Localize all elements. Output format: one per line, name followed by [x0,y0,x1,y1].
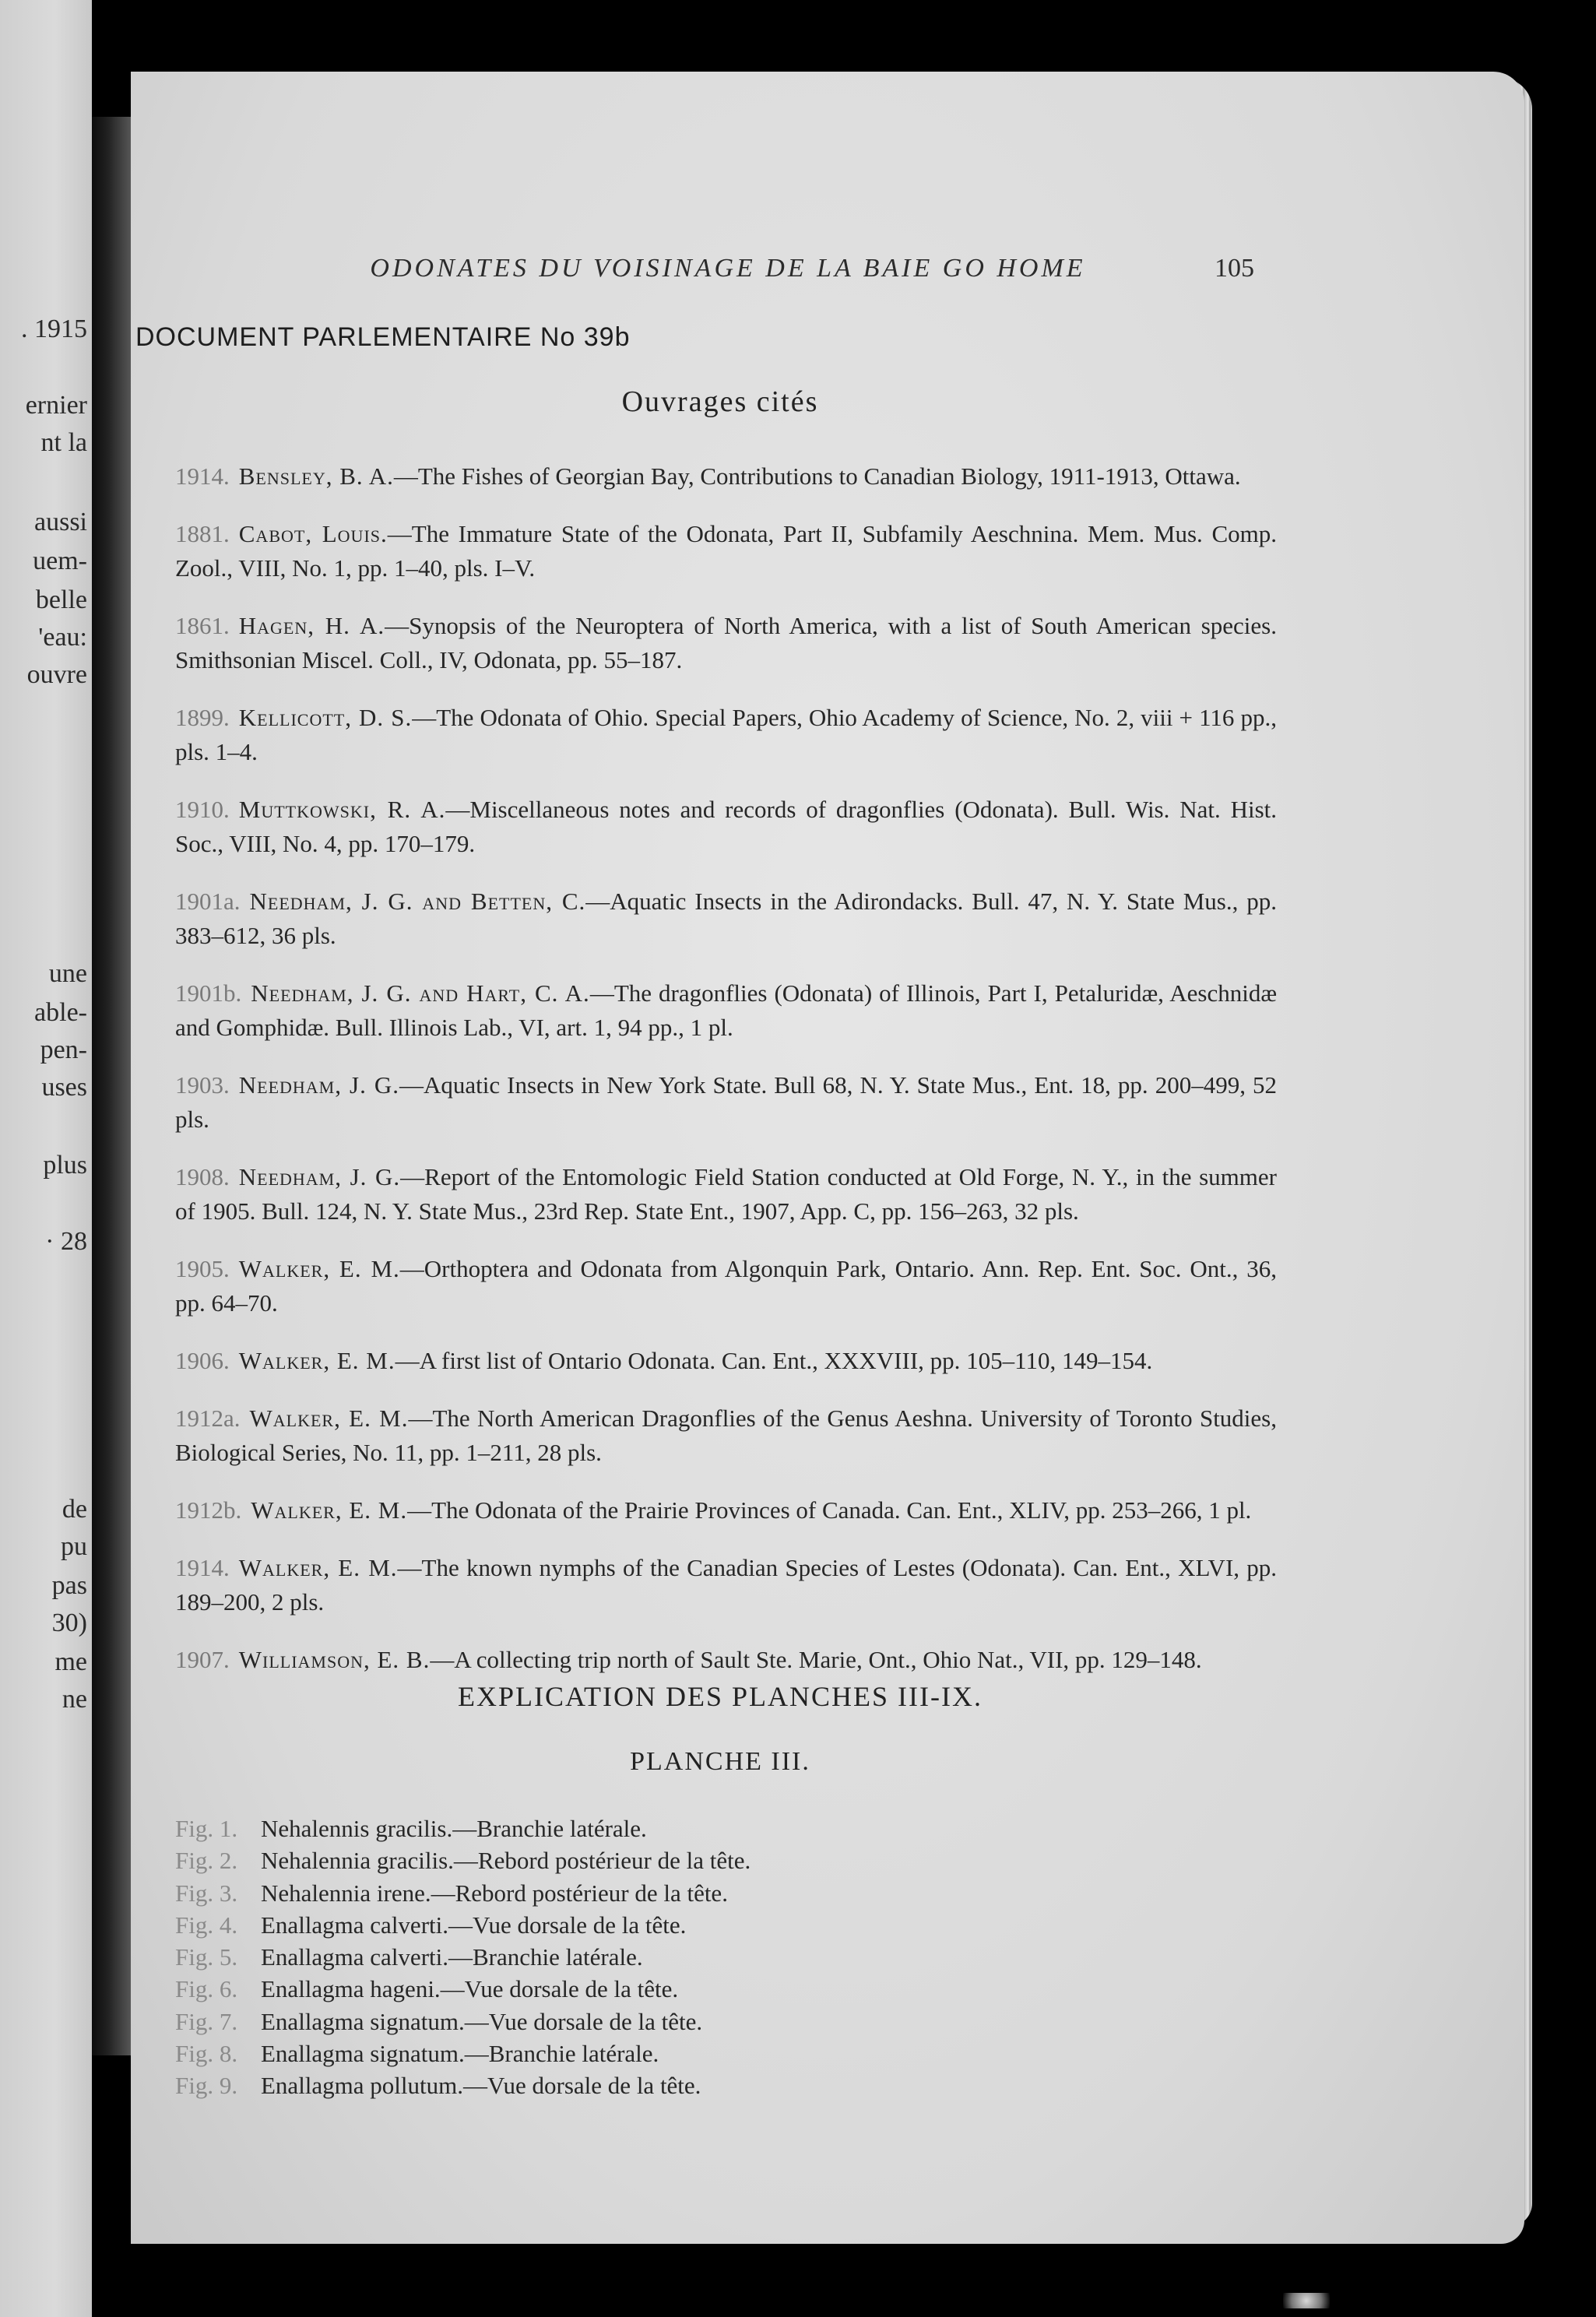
figure-number: Fig. 1. [175,1815,238,1842]
figure-text: Enallagma calverti.—Vue dorsale de la tête. [261,1911,687,1939]
left-page-text: pas [51,1571,87,1600]
figure-text: Enallagma signatum.—Vue dorsale de la tête. [261,2007,703,2035]
left-page-text: able- [34,998,87,1027]
plates-explanation-heading: EXPLICATION DES PLANCHES III-IX. [458,1681,983,1712]
figure-caption [175,2037,1109,2069]
reference-year: 1912a. [175,1405,241,1432]
left-page-text: plus [43,1151,87,1180]
reference-entry [175,793,1277,861]
reference-year: 1908. [175,1163,230,1190]
figure-caption [175,1973,1109,2005]
reference-text: —A first list of Ontario Odonata. Can. Ent., XXXVIII, pp. 105–110, 149–154. [395,1347,1153,1374]
left-page-text: · 28 [45,1227,87,1256]
figure-caption [175,1941,1109,1973]
left-page-text: me [54,1647,87,1676]
reference-year: 1881. [175,520,230,547]
reference-text: —The Odonata of Ohio. Special Papers, Ohio Academy of Science, No. 2, viii + 116 pp., pls. 1–4. [175,704,1277,765]
reference-entry [175,976,1277,1045]
figure-text: Enallagma signatum.—Branchie latérale. [261,2040,659,2068]
reference-year: 1906. [175,1347,230,1374]
running-header: ODONATES DU VOISINAGE DE LA BAIE GO HOME [370,254,1086,283]
reference-year: 1905. [175,1255,230,1282]
reference-entry [175,1643,1277,1677]
figure-caption [175,1909,1109,1941]
reference-entry [175,459,1277,494]
left-page-text: ne [62,1685,87,1714]
left-page-text: 'eau: [38,623,87,652]
figure-text: Nehalennia gracilis.—Rebord postérieur de la tête. [261,1847,751,1875]
reference-author: Needham, J. G. [238,1163,401,1190]
figure-caption [175,1812,1109,1844]
figure-captions [175,1812,1109,2102]
reference-text: —Aquatic Insects in the Adirondacks. Bull. 47, N. Y. State Mus., pp. 383–612, 36 pls. [175,888,1277,949]
reference-author: Muttkowski, R. A. [238,796,446,823]
figure-number: Fig. 9. [175,2072,238,2100]
reference-author: Bensley, B. A. [238,462,394,490]
reference-year: 1903. [175,1071,230,1099]
reference-text: —The dragonflies (Odonata) of Illinois, Part I, Petaluridæ, Aeschnidæ and Gomphidæ. Bull. Illinois Lab., VI, art. 1, 94 pp., 1 pl. [175,979,1277,1041]
left-page-text: aussi [34,508,87,536]
scan-artifact [1283,2293,1330,2308]
reference-year: 1901a. [175,888,241,915]
reference-entry [175,884,1277,953]
document-stamp: DOCUMENT PARLEMENTAIRE No 39b [135,322,631,352]
reference-text: —A collecting trip north of Sault Ste. Marie, Ont., Ohio Nat., VII, pp. 129–148. [430,1646,1202,1673]
reference-author: Kellicott, D. S. [238,704,413,731]
reference-entry [175,701,1277,769]
left-page-text: 30) [51,1609,87,1637]
reference-author: Needham, J. G. and Betten, C. [249,888,586,915]
figure-number: Fig. 5. [175,1943,238,1971]
reference-text: —The North American Dragonflies of the Genus Aeshna. University of Toronto Studies, Biological Series, No. 11, pp. 1–211, 28 pls. [175,1405,1277,1466]
left-page-text: uem- [33,547,87,575]
left-page-fragment [0,0,92,2317]
reference-year: 1914. [175,1554,230,1581]
reference-text: —Miscellaneous notes and records of dragonflies (Odonata). Bull. Wis. Nat. Hist. Soc., VIII, No. 4, pp. 170–179. [175,796,1277,857]
figure-caption [175,1877,1109,1909]
left-page-text: pen- [40,1035,87,1064]
reference-year: 1912b. [175,1496,242,1524]
reference-text: —The Fishes of Georgian Bay, Contributions to Canadian Biology, 1911-1913, Ottawa. [393,462,1241,490]
figure-number: Fig. 8. [175,2040,238,2068]
references-list [175,459,1277,1700]
figure-text: Enallagma pollutum.—Vue dorsale de la tête. [261,2072,701,2100]
left-page-text: ernier [25,391,87,420]
reference-year: 1861. [175,612,230,639]
left-page-text: nt la [40,428,87,457]
plate-heading: PLANCHE III. [630,1747,810,1776]
reference-entry [175,1344,1277,1378]
reference-entry [175,1401,1277,1470]
figure-caption [175,2069,1109,2101]
figure-caption [175,2006,1109,2037]
left-page-text: uses [41,1073,87,1102]
reference-text: —Aquatic Insects in New York State. Bull 68, N. Y. State Mus., Ent. 18, pp. 200–499, 52 pls. [175,1071,1277,1133]
reference-entry [175,1493,1277,1528]
reference-entry [175,517,1277,585]
reference-author: Walker, E. M. [249,1405,409,1432]
figure-number: Fig. 6. [175,1975,238,2003]
figure-number: Fig. 7. [175,2007,238,2035]
reference-text: —The Immature State of the Odonata, Part II, Subfamily Aeschnina. Mem. Mus. Comp. Zool., VIII, No. 1, pp. 1–40, pls. I–V. [175,520,1277,582]
reference-text: —The known nymphs of the Canadian Species of Lestes (Odonata). Can. Ent., XLVI, pp. 189–200, 2 pls. [175,1554,1277,1616]
figure-caption [175,1844,1109,1876]
reference-author: Williamson, E. B. [238,1646,431,1673]
figure-number: Fig. 4. [175,1911,238,1939]
reference-year: 1910. [175,796,230,823]
figure-text: Nehalennia irene.—Rebord postérieur de la tête. [261,1879,728,1907]
figure-text: Enallagma hageni.—Vue dorsale de la tête. [261,1975,679,2003]
page-number: 105 [1215,254,1254,283]
figure-text: Nehalennis gracilis.—Branchie latérale. [261,1815,647,1842]
reference-text: —Orthoptera and Odonata from Algonquin Park, Ontario. Ann. Rep. Ent. Soc. Ont., 36, pp. 64–70. [175,1255,1277,1317]
reference-text: —The Odonata of the Prairie Provinces of Canada. Can. Ent., XLIV, pp. 253–266, 1 pl. [407,1496,1252,1524]
reference-year: 1907. [175,1646,230,1673]
reference-author: Walker, E. M. [238,1347,395,1374]
reference-entry [175,1160,1277,1229]
left-page-text: ouvre [26,660,87,689]
reference-year: 1899. [175,704,230,731]
figure-number: Fig. 3. [175,1879,238,1907]
reference-author: Cabot, Louis. [238,520,388,547]
figure-text: Enallagma calverti.—Branchie latérale. [261,1943,643,1971]
reference-author: Walker, E. M. [251,1496,408,1524]
left-page-text: . 1915 [21,315,87,343]
reference-author: Hagen, H. A. [238,612,385,639]
reference-author: Needham, J. G. and Hart, C. A. [251,979,590,1007]
left-page-text: de [62,1495,87,1524]
reference-year: 1901b. [175,979,242,1007]
works-cited-heading: Ouvrages cités [621,385,819,418]
reference-text: —Synopsis of the Neuroptera of North America, with a list of South American species. Smithsonian Miscel. Coll., IV, Odonata, pp. 55–187. [175,612,1277,673]
figure-number: Fig. 2. [175,1847,238,1875]
reference-author: Walker, E. M. [238,1554,398,1581]
left-page-text: une [48,959,87,988]
reference-entry [175,609,1277,677]
left-page-text: pu [61,1532,87,1561]
reference-author: Needham, J. G. [238,1071,400,1099]
reference-entry [175,1551,1277,1619]
reference-text: —Report of the Entomologic Field Station conducted at Old Forge, N. Y., in the summer of 1905. Bull. 124, N. Y. State Mus., 23rd Rep. State Ent., 1907, App. C, pp. 156–263, 32 pls. [175,1163,1277,1225]
reference-author: Walker, E. M. [238,1255,400,1282]
reference-entry [175,1252,1277,1320]
reference-entry [175,1068,1277,1137]
book-gutter [92,117,132,2055]
left-page-text: belle [35,585,87,614]
reference-year: 1914. [175,462,230,490]
